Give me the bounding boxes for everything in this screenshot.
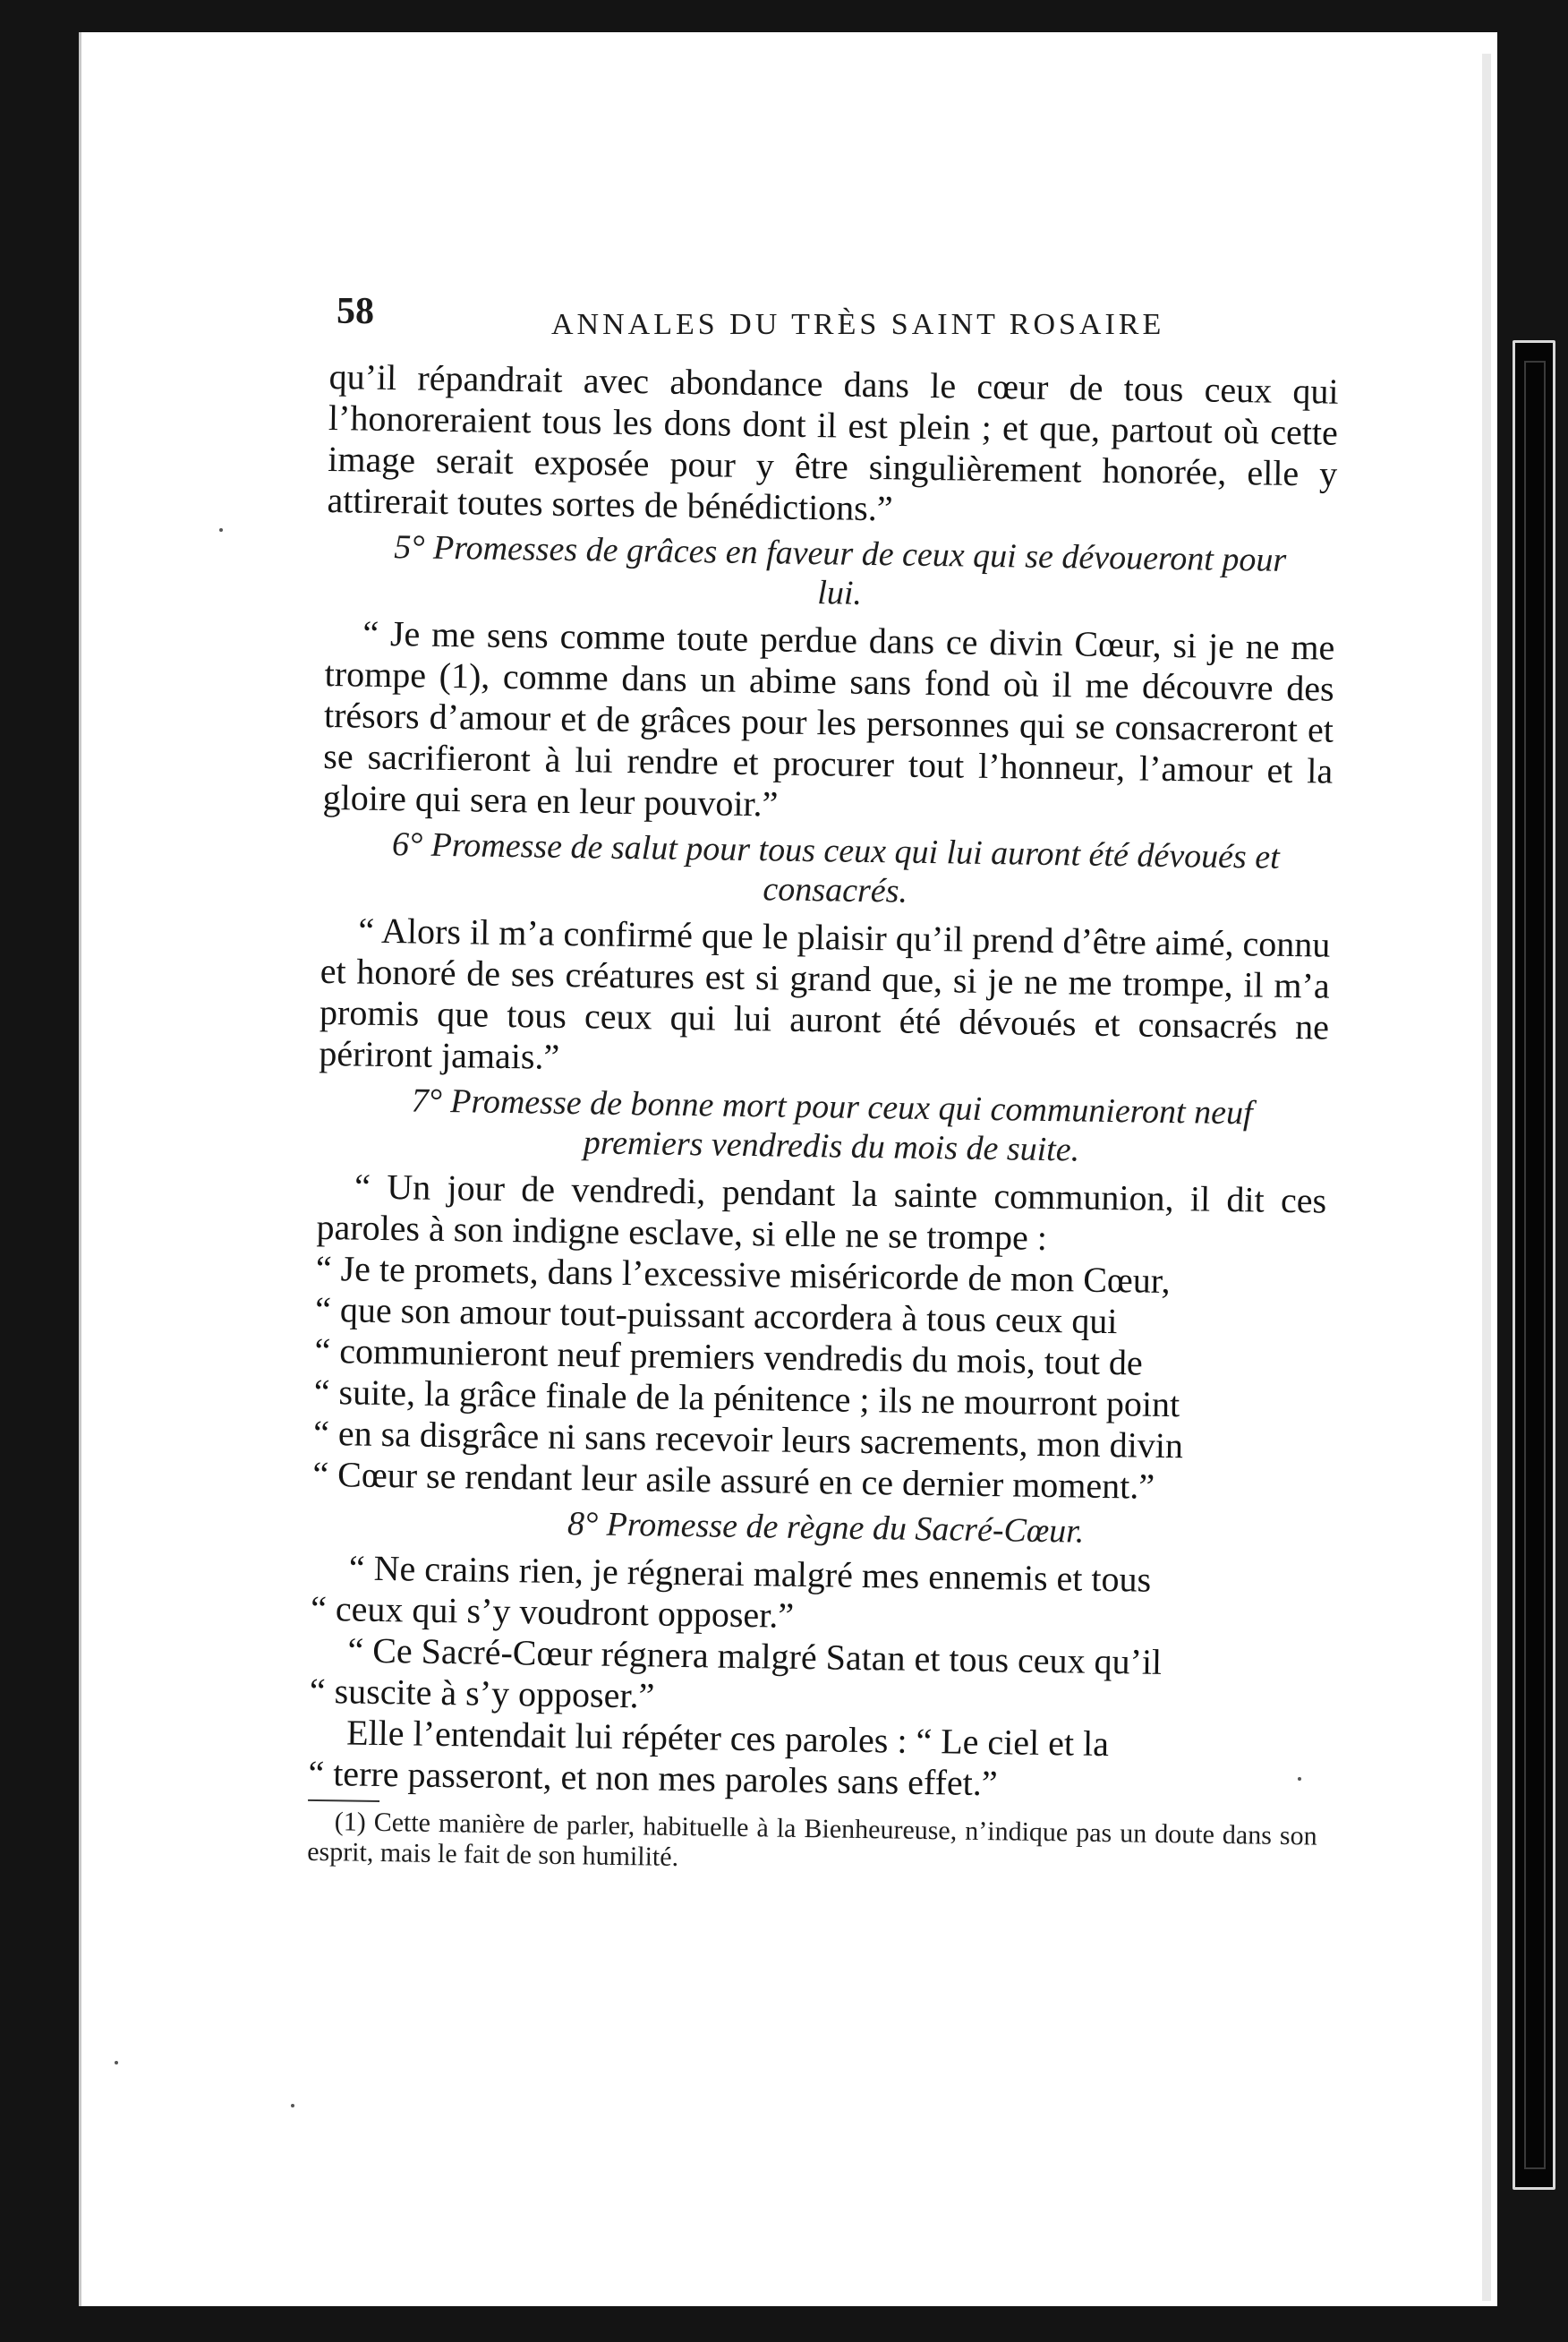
body-text bbox=[307, 356, 1339, 1883]
paragraph: “ Je me sens comme toute perdue dans ce divin Cœur, si je ne me trompe (1), comme dans un abime sans fond où il me découvre des trésors d’amour et de grâces pour les personnes qui se consacreront et se sacrifieront à lui rendre et procurer tout l’honneur, l’amour et la gloire qui sera en leur pouvoir.” bbox=[322, 612, 1335, 825]
page-header bbox=[337, 288, 1342, 351]
quote-line: “ ceux qui s’y voudront opposer.” bbox=[310, 1587, 795, 1636]
cover-border bbox=[1524, 361, 1546, 2169]
section-heading: 6° Promesse de salut pour tous ceux qui lui auront été dévoués et consacrés. bbox=[391, 825, 1280, 910]
paragraph: “ Un jour de vendredi, pendant la sainte communion, il dit ces paroles à son indigne esclave, si elle ne se trompe : bbox=[316, 1166, 1327, 1259]
speck bbox=[115, 2061, 118, 2064]
section-heading: 8° Promesse de règne du Sacré-Cœur. bbox=[567, 1505, 1085, 1551]
quote-line: “ Je te promets, dans l’excessive miséricorde de mon Cœur, bbox=[315, 1247, 1171, 1302]
speck bbox=[219, 528, 223, 532]
quote-line: “ suite, la grâce finale de la pénitence ; ils ne mourront point bbox=[313, 1371, 1180, 1425]
page-number: 58 bbox=[337, 291, 374, 332]
quote-line: “ Ne crains rien, je régnerai malgré mes ennemis et tous bbox=[348, 1547, 1152, 1600]
section-heading: 5° Promesses de grâces en faveur de ceux qui se dévoueront pour lui. bbox=[394, 528, 1287, 612]
footnote-text: (1) Cette manière de parler, habituelle à la Bienheureuse, n’indique pas un doute dans son esprit, mais le fait de son humilité. bbox=[306, 1807, 1317, 1872]
paragraph-line: Elle l’entendait lui répéter ces paroles : “ Le ciel et la bbox=[345, 1712, 1110, 1765]
speck bbox=[291, 2104, 294, 2107]
quote-line: “ en sa disgrâce ni sans recevoir leurs sacrements, mon divin bbox=[312, 1412, 1184, 1466]
paragraph: qu’il répandrait avec abondance dans le cœur de tous ceux qui l’honoreraient tous les dons dont il est plein ; et que, partout où cette image serait exposée pour y être singulièrement honorée, elle y attirerait toutes sortes de bénédictions.” bbox=[327, 356, 1339, 529]
quote-line: “ que son amour tout-puissant accordera à tous ceux qui bbox=[314, 1288, 1118, 1342]
book-cover-edge bbox=[1513, 340, 1555, 2190]
quote-line: “ communieront neuf premiers vendredis du mois, tout de bbox=[314, 1329, 1144, 1383]
quote-line: “ suscite à s’y opposer.” bbox=[309, 1670, 655, 1716]
paragraph-line: “ terre passeront, et non mes paroles sans effet.” bbox=[308, 1752, 998, 1804]
footnote-rule bbox=[308, 1799, 379, 1802]
page-edge bbox=[1482, 54, 1491, 2301]
quote-line: “ Cœur se rendant leur asile assuré en ce dernier moment.” bbox=[312, 1453, 1155, 1507]
quote-line: “ Ce Sacré-Cœur régnera malgré Satan et tous ceux qu’il bbox=[347, 1629, 1163, 1682]
section-heading: 7° Promesse de bonne mort pour ceux qui communieront neuf premiers vendredis du mois de suite. bbox=[411, 1081, 1253, 1169]
paragraph: “ Alors il m’a confirmé que le plaisir qu’il prend d’être aimé, connu et honoré de ses créatures est si grand que, si je ne me trompe, il m’a promis que tous ceux qui lui auront été dévoués et consacrés ne périront jamais.” bbox=[319, 910, 1331, 1077]
running-title: ANNALES DU TRÈS SAINT ROSAIRE bbox=[551, 308, 1165, 341]
